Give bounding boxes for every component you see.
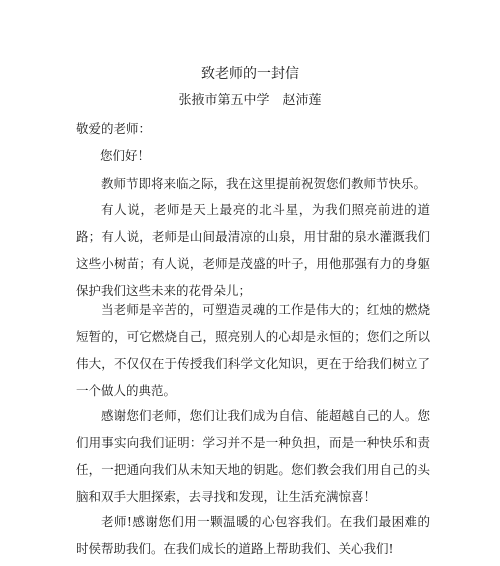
page-cutoff-fade [76, 558, 430, 566]
letter-salutation: 敬爱的老师： [76, 121, 152, 136]
paragraph-1: 教师节即将来临之际，我在这里提前祝贺您们教师节快乐。 [101, 176, 427, 191]
letter-title: 致老师的一封信 [201, 66, 299, 82]
paragraph-5: 老师!感谢您们用一颗温暖的心包容我们。在我们最困难的时侯帮助我们。在我们成长的道路上帮助我们、关心我们! [76, 514, 430, 556]
paragraph-3: 当老师是辛苦的，可塑造灵魂的工作是伟大的；红烛的燃烧短暂的，可它燃烧自己，照亮别人的心却是永恒的；您们之所以伟大，不仅仅在于传授我们科学文化知识，更在于给我们树立了一个做人的典范。 [76, 302, 430, 398]
paragraph-2: 有人说，老师是天上最亮的北斗星，为我们照亮前进的道路；有人说，老师是山间最清凉的山泉，用甘甜的泉水灌溉我们这些小树苗；有人说，老师是茂盛的叶子，用他那强有力的身躯保护我们这些未来的花骨朵儿； [76, 202, 430, 298]
letter-byline: 张掖市第五中学 赵沛莲 [178, 93, 322, 108]
paragraph-4: 感谢您们老师，您们让我们成为自信、能超越自己的人。您们用事实向我们证明：学习并不是一种负担，而是一种快乐和责任，一把通向我们从未知天地的钥匙。您们教会我们用自己的头脑和双手大胆探索，去寻找和发现，让生活充满惊喜！ [76, 408, 430, 504]
letter-greeting: 您们好！ [100, 148, 151, 163]
